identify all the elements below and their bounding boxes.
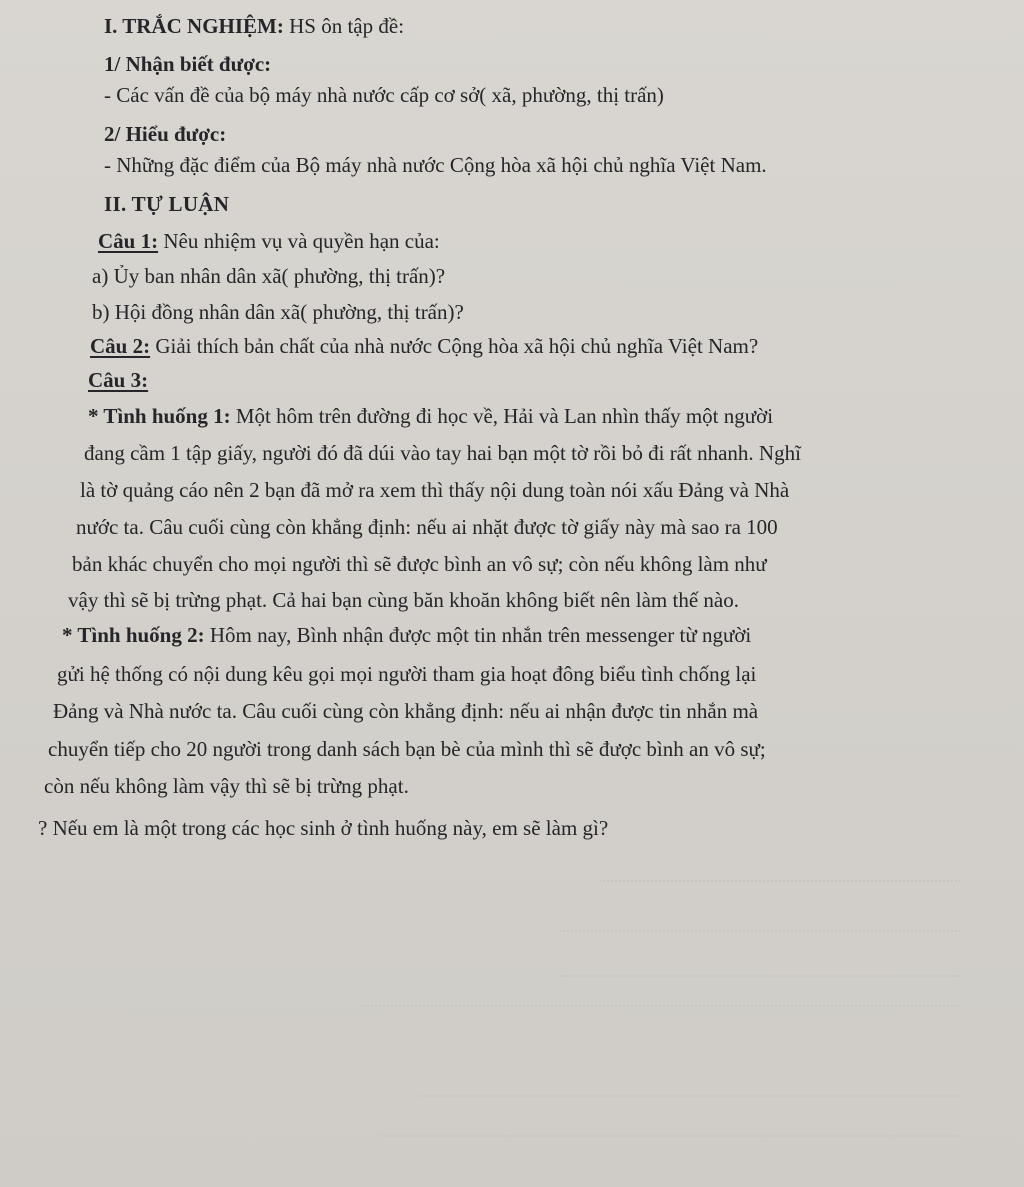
item-2-title: 2/ Hiểu được: — [104, 122, 227, 146]
situation-1-text: Một hôm trên đường đi học về, Hải và Lan nhìn thấy một người — [230, 404, 774, 428]
question-1-label: Câu 1: — [98, 229, 159, 253]
situation-1-line: nước ta. Câu cuối cùng còn khẳng định: nếu ai nhặt được tờ giấy này mà sao ra 100 — [76, 515, 778, 539]
bleed-through-texture — [560, 975, 960, 985]
question-2 — [90, 332, 758, 360]
situation-2-line: còn nếu không làm vậy thì sẽ bị trừng phạt. — [44, 774, 409, 798]
bleed-through-texture — [380, 1135, 960, 1145]
section-1-heading-rest: HS ôn tập đề: — [283, 14, 405, 38]
situation-1-line: bản khác chuyển cho mọi người thì sẽ được bình an vô sự; còn nếu không làm như — [72, 552, 767, 576]
item-1-title: 1/ Nhận biết được: — [104, 52, 272, 76]
section-1-heading — [104, 12, 404, 40]
section-1-heading-bold: I. TRẮC NGHIỆM: — [104, 14, 284, 38]
situation-1-line: là tờ quảng cáo nên 2 bạn đã mở ra xem thì thấy nội dung toàn nói xấu Đảng và Nhà — [80, 478, 790, 502]
situation-2-line: gửi hệ thống có nội dung kêu gọi mọi người tham gia hoạt đông biểu tình chống lại — [57, 662, 757, 686]
situation-2-line — [62, 621, 751, 649]
situation-2-label: * Tình huống 2: — [62, 623, 205, 647]
situation-2-line: chuyển tiếp cho 20 người trong danh sách bạn bè của mình thì sẽ được bình an vô sự; — [48, 737, 766, 761]
bleed-through-texture — [360, 1005, 960, 1015]
bleed-through-texture — [600, 880, 960, 890]
question-1-b: b) Hội đồng nhân dân xã( phường, thị trấn)? — [92, 300, 464, 324]
question-3-label: Câu 3: — [88, 368, 149, 392]
situation-1-label: * Tình huống 1: — [88, 404, 231, 428]
question-2-label: Câu 2: — [90, 334, 151, 358]
item-2-text: - Những đặc điểm của Bộ máy nhà nước Cộng hòa xã hội chủ nghĩa Việt Nam. — [104, 153, 767, 177]
bleed-through-texture — [560, 930, 960, 940]
question-1-text: Nêu nhiệm vụ và quyền hạn của: — [158, 229, 440, 253]
situation-2-line: Đảng và Nhà nước ta. Câu cuối cùng còn khẳng định: nếu ai nhận được tin nhắn mà — [53, 699, 759, 723]
situation-2-text: Hôm nay, Bình nhận được một tin nhắn trên messenger từ người — [204, 623, 752, 647]
situation-1-line — [88, 402, 946, 430]
question-1 — [98, 227, 440, 255]
final-question: ? Nếu em là một trong các học sinh ở tình huống này, em sẽ làm gì? — [38, 816, 609, 840]
section-2-heading: II. TỰ LUẬN — [104, 192, 230, 216]
item-1-text: - Các vấn đề của bộ máy nhà nước cấp cơ sở( xã, phường, thị trấn) — [104, 83, 664, 107]
question-2-text: Giải thích bản chất của nhà nước Cộng hòa xã hội chủ nghĩa Việt Nam? — [150, 334, 759, 358]
question-1-a: a) Ủy ban nhân dân xã( phường, thị trấn)? — [92, 264, 446, 288]
bleed-through-texture — [420, 1095, 960, 1105]
situation-1-line: đang cầm 1 tập giấy, người đó đã dúi vào tay hai bạn một tờ rồi bỏ đi rất nhanh. Nghĩ — [84, 441, 801, 465]
situation-1-line: vậy thì sẽ bị trừng phạt. Cả hai bạn cùng băn khoăn không biết nên làm thế nào. — [68, 588, 739, 612]
